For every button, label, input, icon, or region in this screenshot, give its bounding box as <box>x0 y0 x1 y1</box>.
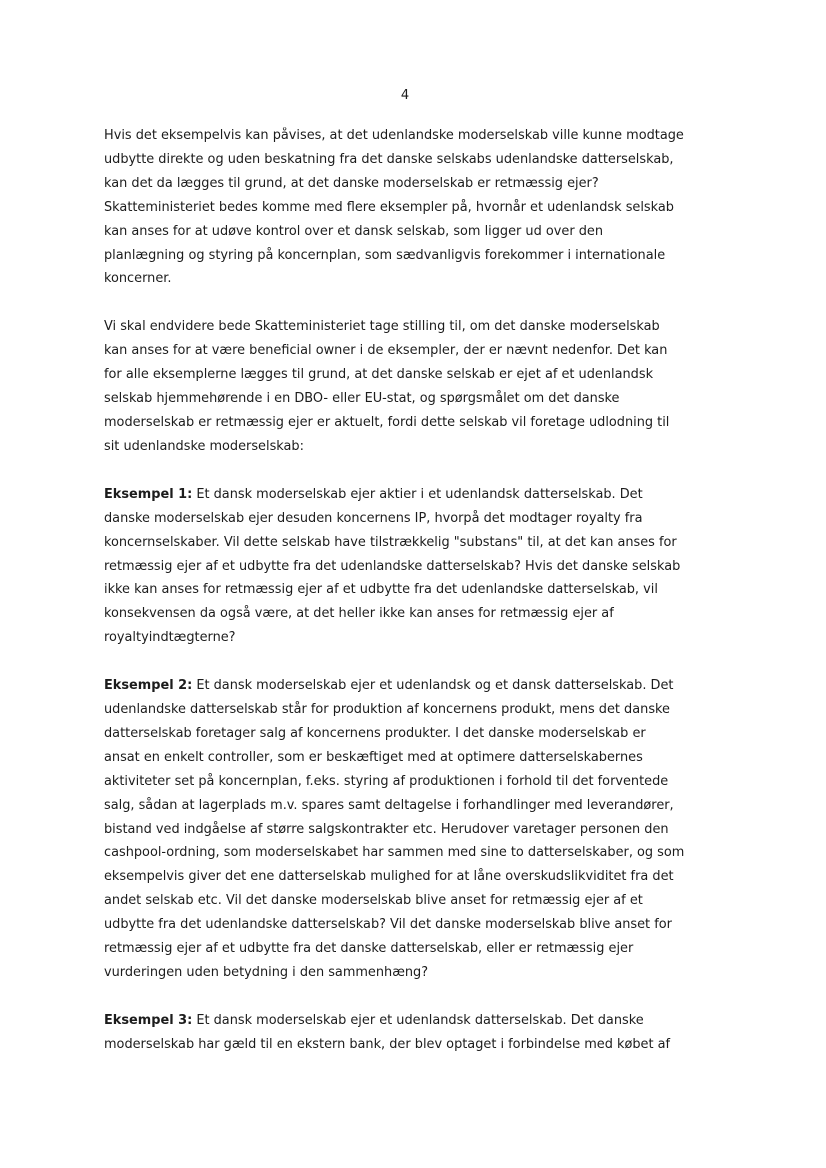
text-line: ikke kan anses for retmæssig ejer af et udbytte fra det udenlandske datterselskab, vil <box>104 582 658 598</box>
text-line: for alle eksemplerne lægges til grund, at det danske selskab er ejet af et udenlandsk <box>104 367 654 383</box>
text-line: kan anses for at være beneficial owner i de eksempler, der er nævnt nedenfor. Det kan <box>104 343 668 359</box>
paragraph-gap <box>104 459 716 483</box>
text-line: koncerner. <box>104 271 172 287</box>
example-first-line: Et dansk moderselskab ejer et udenlandsk og et dansk datterselskab. Det <box>192 678 674 694</box>
text-line: eksempelvis giver det ene datterselskab mulighed for at låne overskudslikviditet fra det <box>104 869 674 885</box>
text-line: udbytte fra det udenlandske datterselskab? Vil det danske moderselskab blive anset for <box>104 917 672 933</box>
text-line: selskab hjemmehørende i en DBO- eller EU-stat, og spørgsmålet om det danske <box>104 391 620 407</box>
text-line: konsekvensen da også være, at det heller ikke kan anses for retmæssig ejer af <box>104 606 614 622</box>
text-line: udbytte direkte og uden beskatning fra det danske selskabs udenlandske datterselskab, <box>104 151 674 167</box>
text-line: royaltyindtægterne? <box>104 630 236 646</box>
page-number: 4 <box>400 88 410 103</box>
example-first-line: Et dansk moderselskab ejer aktier i et udenlandsk datterselskab. Det <box>192 486 643 502</box>
text-line: Hvis det eksempelvis kan påvises, at det udenlandske moderselskab ville kunne modtage <box>104 128 684 143</box>
text-line: retmæssig ejer af et udbytte fra det danske datterselskab, eller er retmæssig ejer <box>104 941 634 957</box>
text-line: datterselskab foretager salg af koncernens produkter. I det danske moderselskab er <box>104 725 646 741</box>
text-line <box>104 1009 716 1033</box>
paragraph-gap <box>104 650 716 674</box>
paragraph-gap <box>104 291 716 315</box>
text-line: planlægning og styring på koncernplan, som sædvanligvis forekommer i internationale <box>104 247 666 263</box>
text-line: Vi skal endvidere bede Skatteministeriet tage stilling til, om det danske moderselskab <box>104 319 660 335</box>
document-body <box>104 124 716 1057</box>
example-label: Eksempel 3: <box>104 1012 193 1028</box>
text-line: sit udenlandske moderselskab: <box>104 438 304 454</box>
paragraph-example-3 <box>104 1009 716 1057</box>
text-line <box>104 674 716 698</box>
text-line: retmæssig ejer af et udbytte fra det udenlandske datterselskab? Hvis det danske selskab <box>104 558 681 574</box>
text-line: udenlandske datterselskab står for produktion af koncernens produkt, mens det danske <box>104 702 670 718</box>
example-label: Eksempel 1: <box>104 486 193 502</box>
paragraph-example-1 <box>104 483 716 650</box>
text-line: danske moderselskab ejer desuden koncernens IP, hvorpå det modtager royalty fra <box>104 510 643 526</box>
text-line: andet selskab etc. Vil det danske moderselskab blive anset for retmæssig ejer af et <box>104 893 643 909</box>
text-line: moderselskab har gæld til en ekstern bank, der blev optaget i forbindelse med købet af <box>104 1036 671 1052</box>
text-line <box>104 483 716 507</box>
text-line: kan anses for at udøve kontrol over et dansk selskab, som ligger ud over den <box>104 223 604 239</box>
text-line: bistand ved indgåelse af større salgskontrakter etc. Herudover varetager personen den <box>104 821 669 837</box>
text-line: moderselskab er retmæssig ejer er aktuelt, fordi dette selskab vil foretage udlodning til <box>104 414 670 430</box>
text-line: vurderingen uden betydning i den sammenhæng? <box>104 965 429 980</box>
paragraph-gap <box>104 985 716 1009</box>
paragraph-intro-question <box>104 124 716 291</box>
paragraph-beneficial-owner <box>104 315 716 458</box>
text-line: Skatteministeriet bedes komme med flere eksempler på, hvornår et udenlandsk selskab <box>104 199 674 215</box>
example-first-line: Et dansk moderselskab ejer et udenlandsk datterselskab. Det danske <box>192 1012 644 1028</box>
text-line: salg, sådan at lagerplads m.v. spares samt deltagelse i forhandlinger med leverandører, <box>104 797 674 813</box>
paragraph-example-2 <box>104 674 716 985</box>
example-label: Eksempel 2: <box>104 678 193 694</box>
text-line: koncernselskaber. Vil dette selskab have tilstrækkelig "substans" til, at det kan anses for <box>104 534 677 550</box>
text-line: ansat en enkelt controller, som er beskæftiget med at optimere datterselskabernes <box>104 749 643 765</box>
text-line: kan det da lægges til grund, at det danske moderselskab er retmæssig ejer? <box>104 175 599 191</box>
text-line: aktiviteter set på koncernplan, f.eks. styring af produktionen i forhold til det forventede <box>104 773 669 789</box>
text-line: cashpool-ordning, som moderselskabet har sammen med sine to datterselskaber, og som <box>104 845 685 861</box>
